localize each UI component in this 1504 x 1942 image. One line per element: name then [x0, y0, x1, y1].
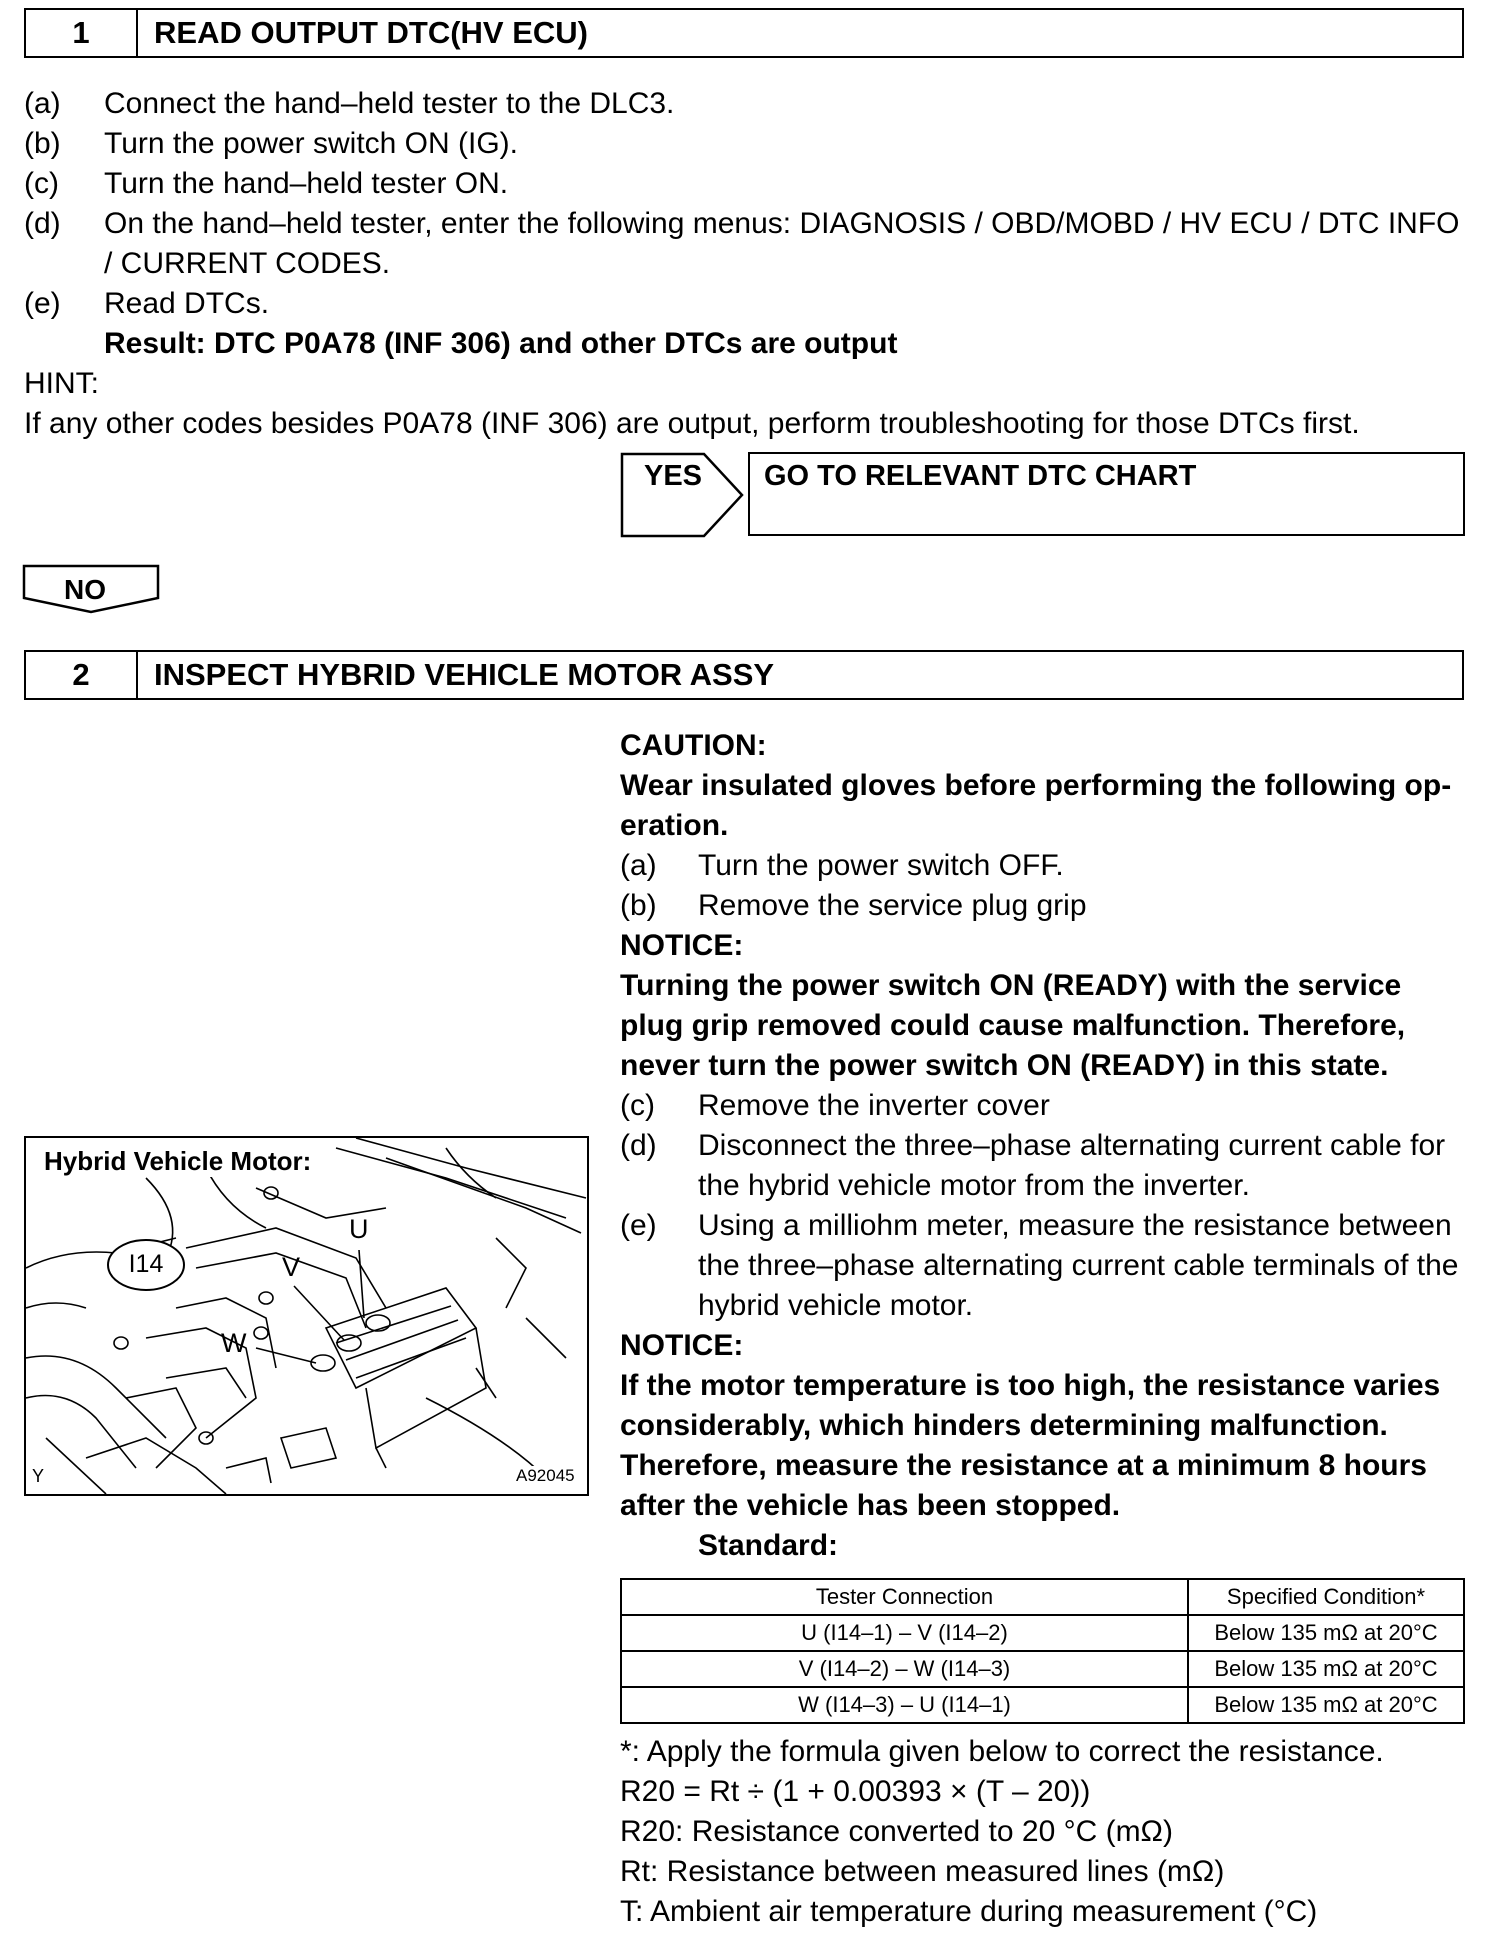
notice-label: NOTICE:	[620, 929, 744, 962]
item-text: Turn the power switch ON (IG).	[104, 127, 518, 160]
table-cell: Below 135 mΩ at 20°C	[1188, 1687, 1464, 1723]
yes-result-text: GO TO RELEVANT DTC CHART	[764, 460, 1197, 492]
formula-line: T: Ambient air temperature during measurement (°C)	[620, 1895, 1318, 1928]
item-label: (c)	[620, 1089, 655, 1122]
yes-result-box	[748, 452, 1465, 536]
item-text: Turn the power switch OFF.	[698, 849, 1064, 882]
step-2-number: 2	[26, 652, 138, 698]
item-text: the hybrid vehicle motor from the inverter.	[698, 1169, 1250, 1202]
item-text: the three–phase alternating current cable terminals of the	[698, 1249, 1459, 1282]
caution-label: CAUTION:	[620, 729, 767, 762]
figure-id: A92045	[516, 1466, 575, 1485]
item-text: Remove the service plug grip	[698, 889, 1087, 922]
item-text: On the hand–held tester, enter the following menus: DIAGNOSIS / OBD/MOBD / HV ECU / DTC INFO	[104, 207, 1460, 240]
notice-label: NOTICE:	[620, 1329, 744, 1362]
notice-text: never turn the power switch ON (READY) in this state.	[620, 1049, 1389, 1082]
hint-text: If any other codes besides P0A78 (INF 306) are output, perform troubleshooting for those DTCs first.	[24, 407, 1360, 440]
table-cell: Below 135 mΩ at 20°C	[1188, 1651, 1464, 1687]
table-row	[621, 1615, 1464, 1651]
step-1-header	[24, 8, 1464, 58]
terminal-w-label: W	[221, 1328, 247, 1358]
item-text: Disconnect the three–phase alternating current cable for	[698, 1129, 1446, 1162]
item-label: (b)	[24, 127, 61, 160]
table-cell: Below 135 mΩ at 20°C	[1188, 1615, 1464, 1651]
standard-table	[620, 1578, 1465, 1724]
motor-illustration	[24, 1136, 589, 1496]
hint-label: HINT:	[24, 367, 99, 400]
item-text: Turn the hand–held tester ON.	[104, 167, 509, 200]
formula-line: *: Apply the formula given below to correct the resistance.	[620, 1735, 1384, 1768]
notice-text: considerably, which hinders determining malfunction.	[620, 1409, 1388, 1442]
connector-label: I14	[128, 1250, 164, 1278]
item-label: (e)	[24, 287, 61, 320]
table-cell: U (I14–1) – V (I14–2)	[621, 1615, 1188, 1651]
yes-label: YES	[644, 460, 703, 492]
no-label: NO	[64, 574, 106, 605]
item-label: (d)	[620, 1129, 657, 1162]
item-label: (a)	[24, 87, 61, 120]
item-label: (e)	[620, 1209, 657, 1242]
table-header: Specified Condition*	[1188, 1579, 1464, 1615]
item-text: Remove the inverter cover	[698, 1089, 1050, 1122]
table-row	[621, 1651, 1464, 1687]
item-text: Connect the hand–held tester to the DLC3.	[104, 87, 675, 120]
notice-text: after the vehicle has been stopped.	[620, 1489, 1121, 1522]
terminal-u-label: U	[349, 1214, 369, 1244]
formula-line: Rt: Resistance between measured lines (mΩ)	[620, 1855, 1225, 1888]
formula-line: R20: Resistance converted to 20 °C (mΩ)	[620, 1815, 1173, 1848]
item-text: Read DTCs.	[104, 287, 270, 320]
table-row	[621, 1687, 1464, 1723]
notice-text: Therefore, measure the resistance at a minimum 8 hours	[620, 1449, 1427, 1482]
item-text: hybrid vehicle motor.	[698, 1289, 974, 1322]
step-1-number: 1	[26, 10, 138, 56]
standard-label: Standard:	[698, 1529, 839, 1562]
table-header: Tester Connection	[621, 1579, 1188, 1615]
step-1-title: READ OUTPUT DTC(HV ECU)	[154, 15, 588, 50]
item-label: (b)	[620, 889, 657, 922]
item-text: Using a milliohm meter, measure the resistance between	[698, 1209, 1452, 1242]
illustration-title: Hybrid Vehicle Motor:	[44, 1146, 315, 1177]
motor-line-drawing	[26, 1138, 587, 1494]
notice-text: If the motor temperature is too high, the resistance varies	[620, 1369, 1441, 1402]
item-label: (c)	[24, 167, 59, 200]
notice-text: plug grip removed could cause malfunction. Therefore,	[620, 1009, 1406, 1042]
step-2-header	[24, 650, 1464, 700]
formula-line: R20 = Rt ÷ (1 + 0.00393 × (T – 20))	[620, 1775, 1091, 1808]
item-label: (d)	[24, 207, 61, 240]
terminal-v-label: V	[282, 1252, 301, 1282]
item-label: (a)	[620, 849, 657, 882]
caution-text: eration.	[620, 809, 729, 842]
table-header-row	[621, 1579, 1464, 1615]
item-text-cont: / CURRENT CODES.	[104, 247, 391, 280]
table-cell: V (I14–2) – W (I14–3)	[621, 1651, 1188, 1687]
corner-mark: Y	[32, 1466, 45, 1486]
result-text: Result: DTC P0A78 (INF 306) and other DTCs are output	[104, 327, 898, 360]
caution-text: Wear insulated gloves before performing the following op-	[620, 769, 1452, 802]
table-cell: W (I14–3) – U (I14–1)	[621, 1687, 1188, 1723]
step-2-title: INSPECT HYBRID VEHICLE MOTOR ASSY	[154, 657, 775, 692]
notice-text: Turning the power switch ON (READY) with the service	[620, 969, 1402, 1002]
